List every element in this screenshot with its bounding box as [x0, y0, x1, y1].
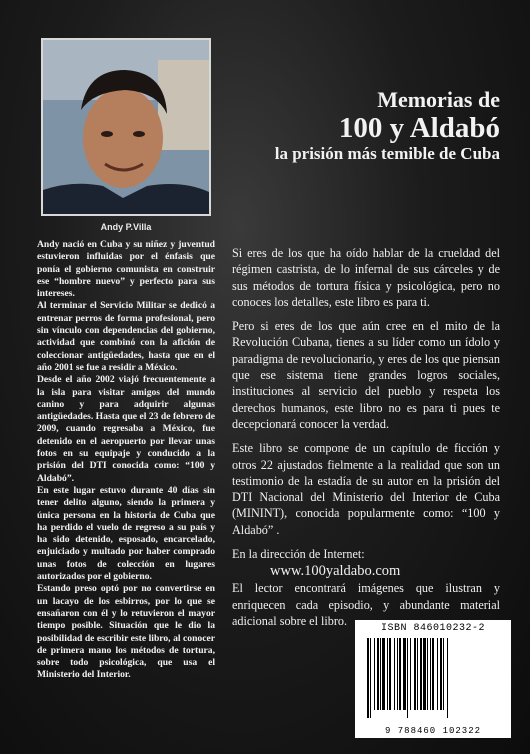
website-url: www.100yaldabo.com	[270, 563, 401, 580]
bio-paragraph: Al terminar el Servicio Militar se dedicó a entrenar perros de forma profesional, pero sin vínculo con dependencias del gobierno, actividad que combinó con la afición de coleccionar antigüedades, hasta que en el año 2001 se fue a residir a México.	[37, 300, 215, 373]
title-subtitle: la prisión más temible de Cuba	[274, 144, 500, 163]
isbn-barcode	[355, 620, 511, 738]
author-portrait-image	[43, 40, 209, 214]
book-synopsis	[232, 245, 500, 637]
bio-paragraph: Andy nació en Cuba y su niñez y juventud estuvieron influidas por el énfasis que ponía el gobierno comunista en construir ese “hombre nuevo” y perfecto para sus intereses.	[37, 239, 215, 300]
synopsis-paragraph-1: Si eres de los que ha oído hablar de la crueldad del régimen castrista, de lo infernal de sus cárceles y de sus métodos de tortura física y psicológica, pero no conoces los detalles, este libro es para ti.	[232, 246, 500, 309]
bio-paragraph: En este lugar estuvo durante 40 días sin tener delito alguno, siendo la primera y única persona en la historia de Cuba que ha perdido el vuelo de regreso a su país y ha sido detenido, esposado, encarcelado, enjuiciado y multado por haber comprado unas fotos de colección en lugares autorizados por el gobierno.	[37, 484, 215, 583]
synopsis-paragraph-2: Pero si eres de los que aún cree en el mito de la Revolución Cubana, tienes a su líder como un ídolo y paradigma de revolucionario, y eres de los que piensan que ese sistema tiene grandes logros sociales, instituciones al servicio del pueblo y respeta los derechos humanos, este libro no es para ti pues te decepcionará conocer la verdad.	[232, 319, 500, 431]
bio-paragraph: Desde el año 2002 viajó frecuentemente a la isla para visitar amigos del mundo canino y para adquirir algunas antigüedades. Hasta que el 23 de febrero de 2009, cuando regresaba a México, fue detenido en el aeropuerto por llevar unas fotos en su equipaje y conducido a la prisión del DTI conocida como: “100 y Aldabó”.	[37, 374, 215, 484]
isbn-number: ISBN 846010232-2	[380, 623, 485, 634]
author-bio	[37, 239, 215, 682]
synopsis-paragraph-3: Este libro se compone de un capítulo de ficción y otros 22 ajustados fielmente a la realidad que son un testimonio de la estadía de su autor en la prisión del DTI Nacional del Ministerio del Interior de Cuba (MININT), conocida popularmente como: “100 y Aldabó” .	[232, 441, 500, 537]
title-line-2: 100 y Aldabó	[338, 112, 500, 144]
barcode-icon	[365, 638, 501, 718]
author-caption: Andy P.Villa	[100, 222, 152, 232]
barcode-digits: 9 788460 102322	[384, 726, 481, 736]
title-line-1: Memorias de	[377, 87, 500, 112]
author-photo	[41, 38, 211, 216]
internet-lead-text: En la dirección de Internet:	[232, 547, 365, 562]
bio-paragraph: Estando preso optó por no convertirse en un lacayo de los esbirros, por lo que se ensañaron con él y lo retuvieron el mayor tiempo posible. Situación que le dio la posibilidad de escribir este libro, al conocer de primera mano los métodos de tortura, sobre todo psicológica, que usa el Ministerio del Interior.	[37, 583, 215, 681]
synopsis-paragraph-4: El lector encontrará imágenes que ilustran y enriquecen cada episodio, y abundante material adicional sobre el libro.	[232, 581, 500, 628]
book-title	[275, 88, 500, 164]
